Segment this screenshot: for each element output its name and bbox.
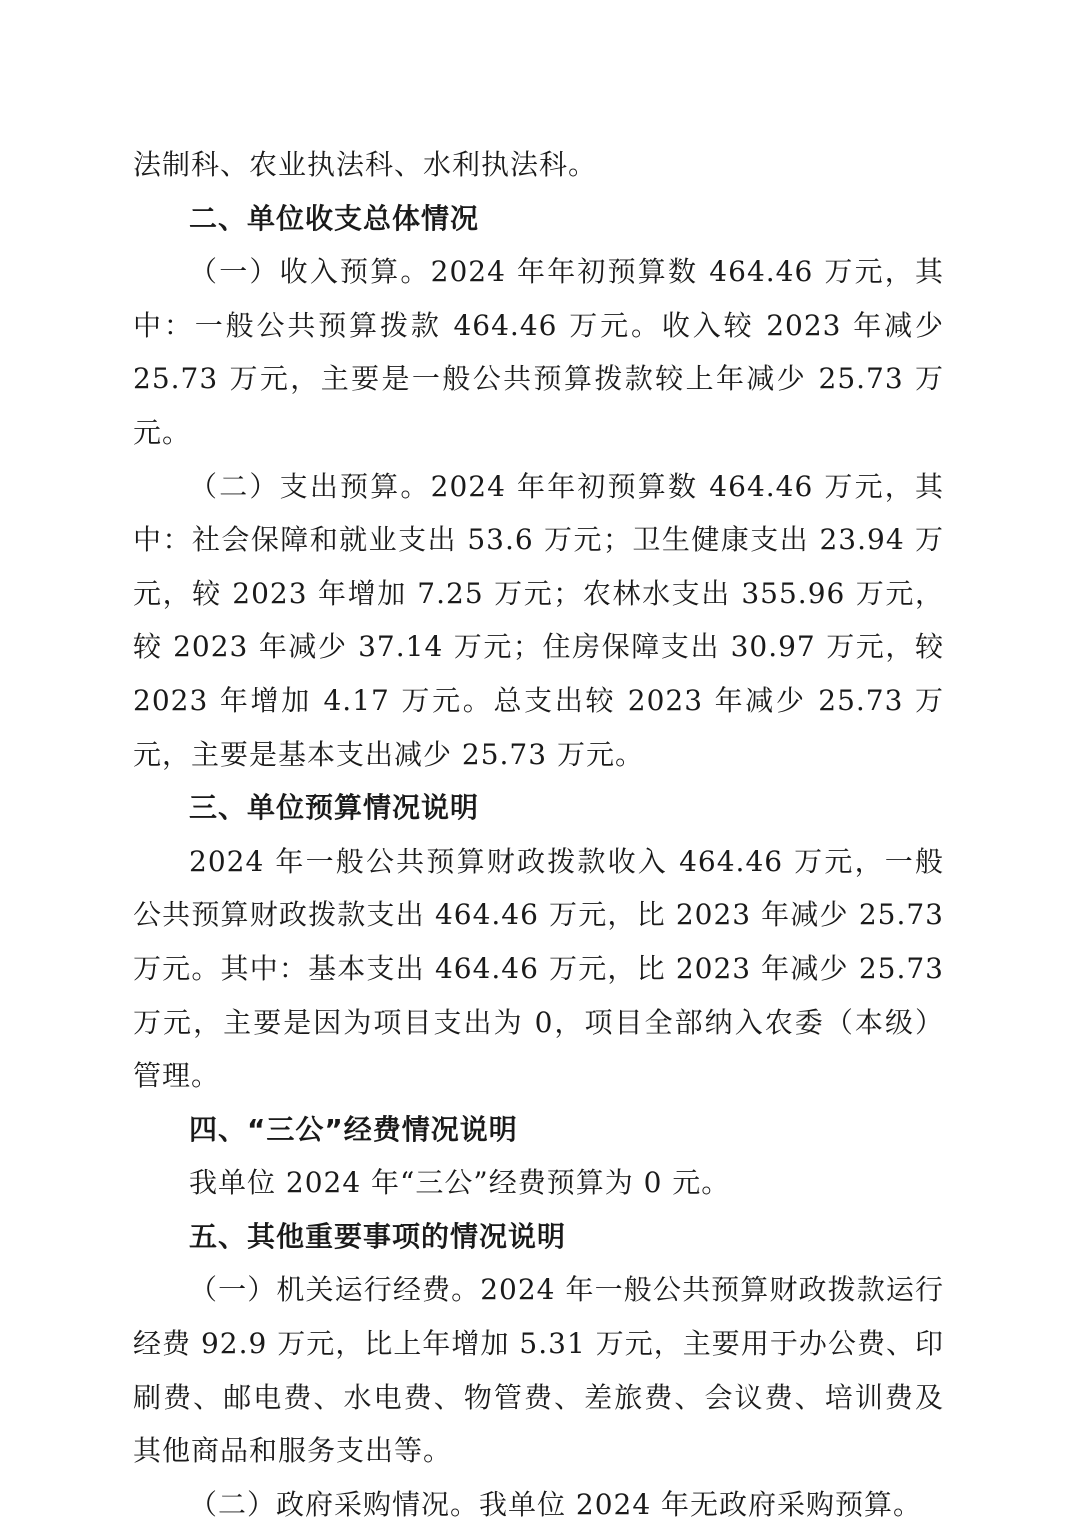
- sangong-paragraph: 我单位 2024 年“三公”经费预算为 0 元。: [189, 1166, 731, 1200]
- income-budget-paragraph: （一）收入预算。2024 年年初预算数 464.46 万元，其中：一般公共预算拨款 464.46 万元。收入较 2023 年减少 25.73 万元，主要是一般公共预算拨款较上年减少 25.73 万元。: [133, 255, 944, 449]
- expense-budget-paragraph: （二）支出预算。2024 年年初预算数 464.46 万元，其中：社会保障和就业支出 53.6 万元；卫生健康支出 23.94 万元，较 2023 年增加 7.25 万元；农林水支出 355.96 万元，较 2023 年减少 37.14 万元；住房保障支出 30.97 万元，较 2023 年增加 4.17 万元。总支出较 2023 年减少 25.73 万元，主要是基本支出减少 25.73 万元。: [133, 469, 944, 771]
- section-heading-income-expense: 二、单位收支总体情况: [189, 201, 480, 235]
- budget-paragraph: 2024 年一般公共预算财政拨款收入 464.46 万元，一般公共预算财政拨款支出 464.46 万元，比 2023 年减少 25.73 万元。其中：基本支出 464.46 万元，比 2023 年减少 25.73 万元，主要是因为项目支出为 0，项目全部纳入农委（本级）管理。: [133, 844, 944, 1093]
- section-heading-other: 五、其他重要事项的情况说明: [189, 1219, 567, 1253]
- operating-cost-paragraph: （一）机关运行经费。2024 年一般公共预算财政拨款运行经费 92.9 万元，比上年增加 5.31 万元，主要用于办公费、印刷费、邮电费、水电费、物管费、差旅费、会议费、培训费及其他商品和服务支出等。: [133, 1273, 944, 1468]
- intro-paragraph: 法制科、农业执法科、水利执法科。: [133, 148, 598, 181]
- section-heading-budget: 三、单位预算情况说明: [189, 791, 480, 825]
- procurement-paragraph: （二）政府采购情况。我单位 2024 年无政府采购预算。: [189, 1487, 923, 1521]
- section-heading-sangong: 四、“三公”经费情况说明: [189, 1112, 518, 1146]
